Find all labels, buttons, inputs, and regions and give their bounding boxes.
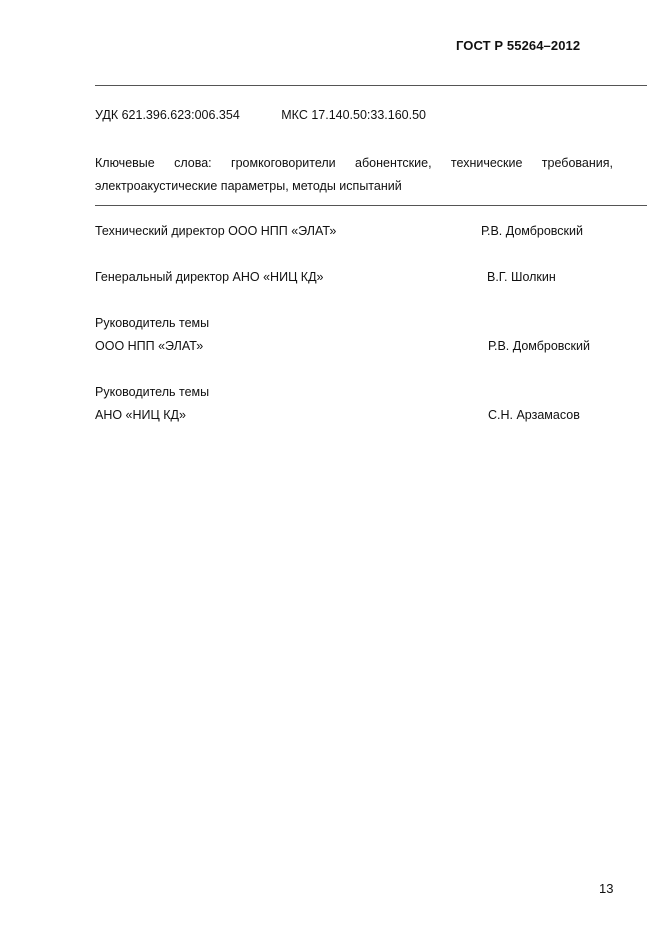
signature-4-position: Руководитель темы xyxy=(95,385,210,399)
top-divider xyxy=(95,85,647,86)
keywords-paragraph: Ключевые слова: громкоговорители абонентские, технические требования, электроакустические параметры, методы испытаний xyxy=(95,156,613,193)
signature-4-name: С.Н. Арзамасов xyxy=(488,408,580,422)
standard-designation: ГОСТ Р 55264–2012 xyxy=(456,38,581,53)
classification-codes xyxy=(95,108,426,122)
signature-3-name: Р.В. Домбровский xyxy=(488,339,590,353)
udk-code: УДК 621.396.623:006.354 xyxy=(95,108,240,122)
signature-3-organization: ООО НПП «ЭЛАТ» xyxy=(95,339,204,353)
mks-code: МКС 17.140.50:33.160.50 xyxy=(281,108,427,122)
keywords-divider xyxy=(95,205,647,206)
signature-4-organization: АНО «НИЦ КД» xyxy=(95,408,186,422)
signature-2-name: В.Г. Шолкин xyxy=(487,270,556,284)
signature-1-name: Р.В. Домбровский xyxy=(481,224,583,238)
page-number: 13 xyxy=(599,881,614,896)
signature-3-position: Руководитель темы xyxy=(95,316,210,330)
signature-1-position: Технический директор ООО НПП «ЭЛАТ» xyxy=(95,224,337,238)
signature-2-position: Генеральный директор АНО «НИЦ КД» xyxy=(95,270,324,284)
